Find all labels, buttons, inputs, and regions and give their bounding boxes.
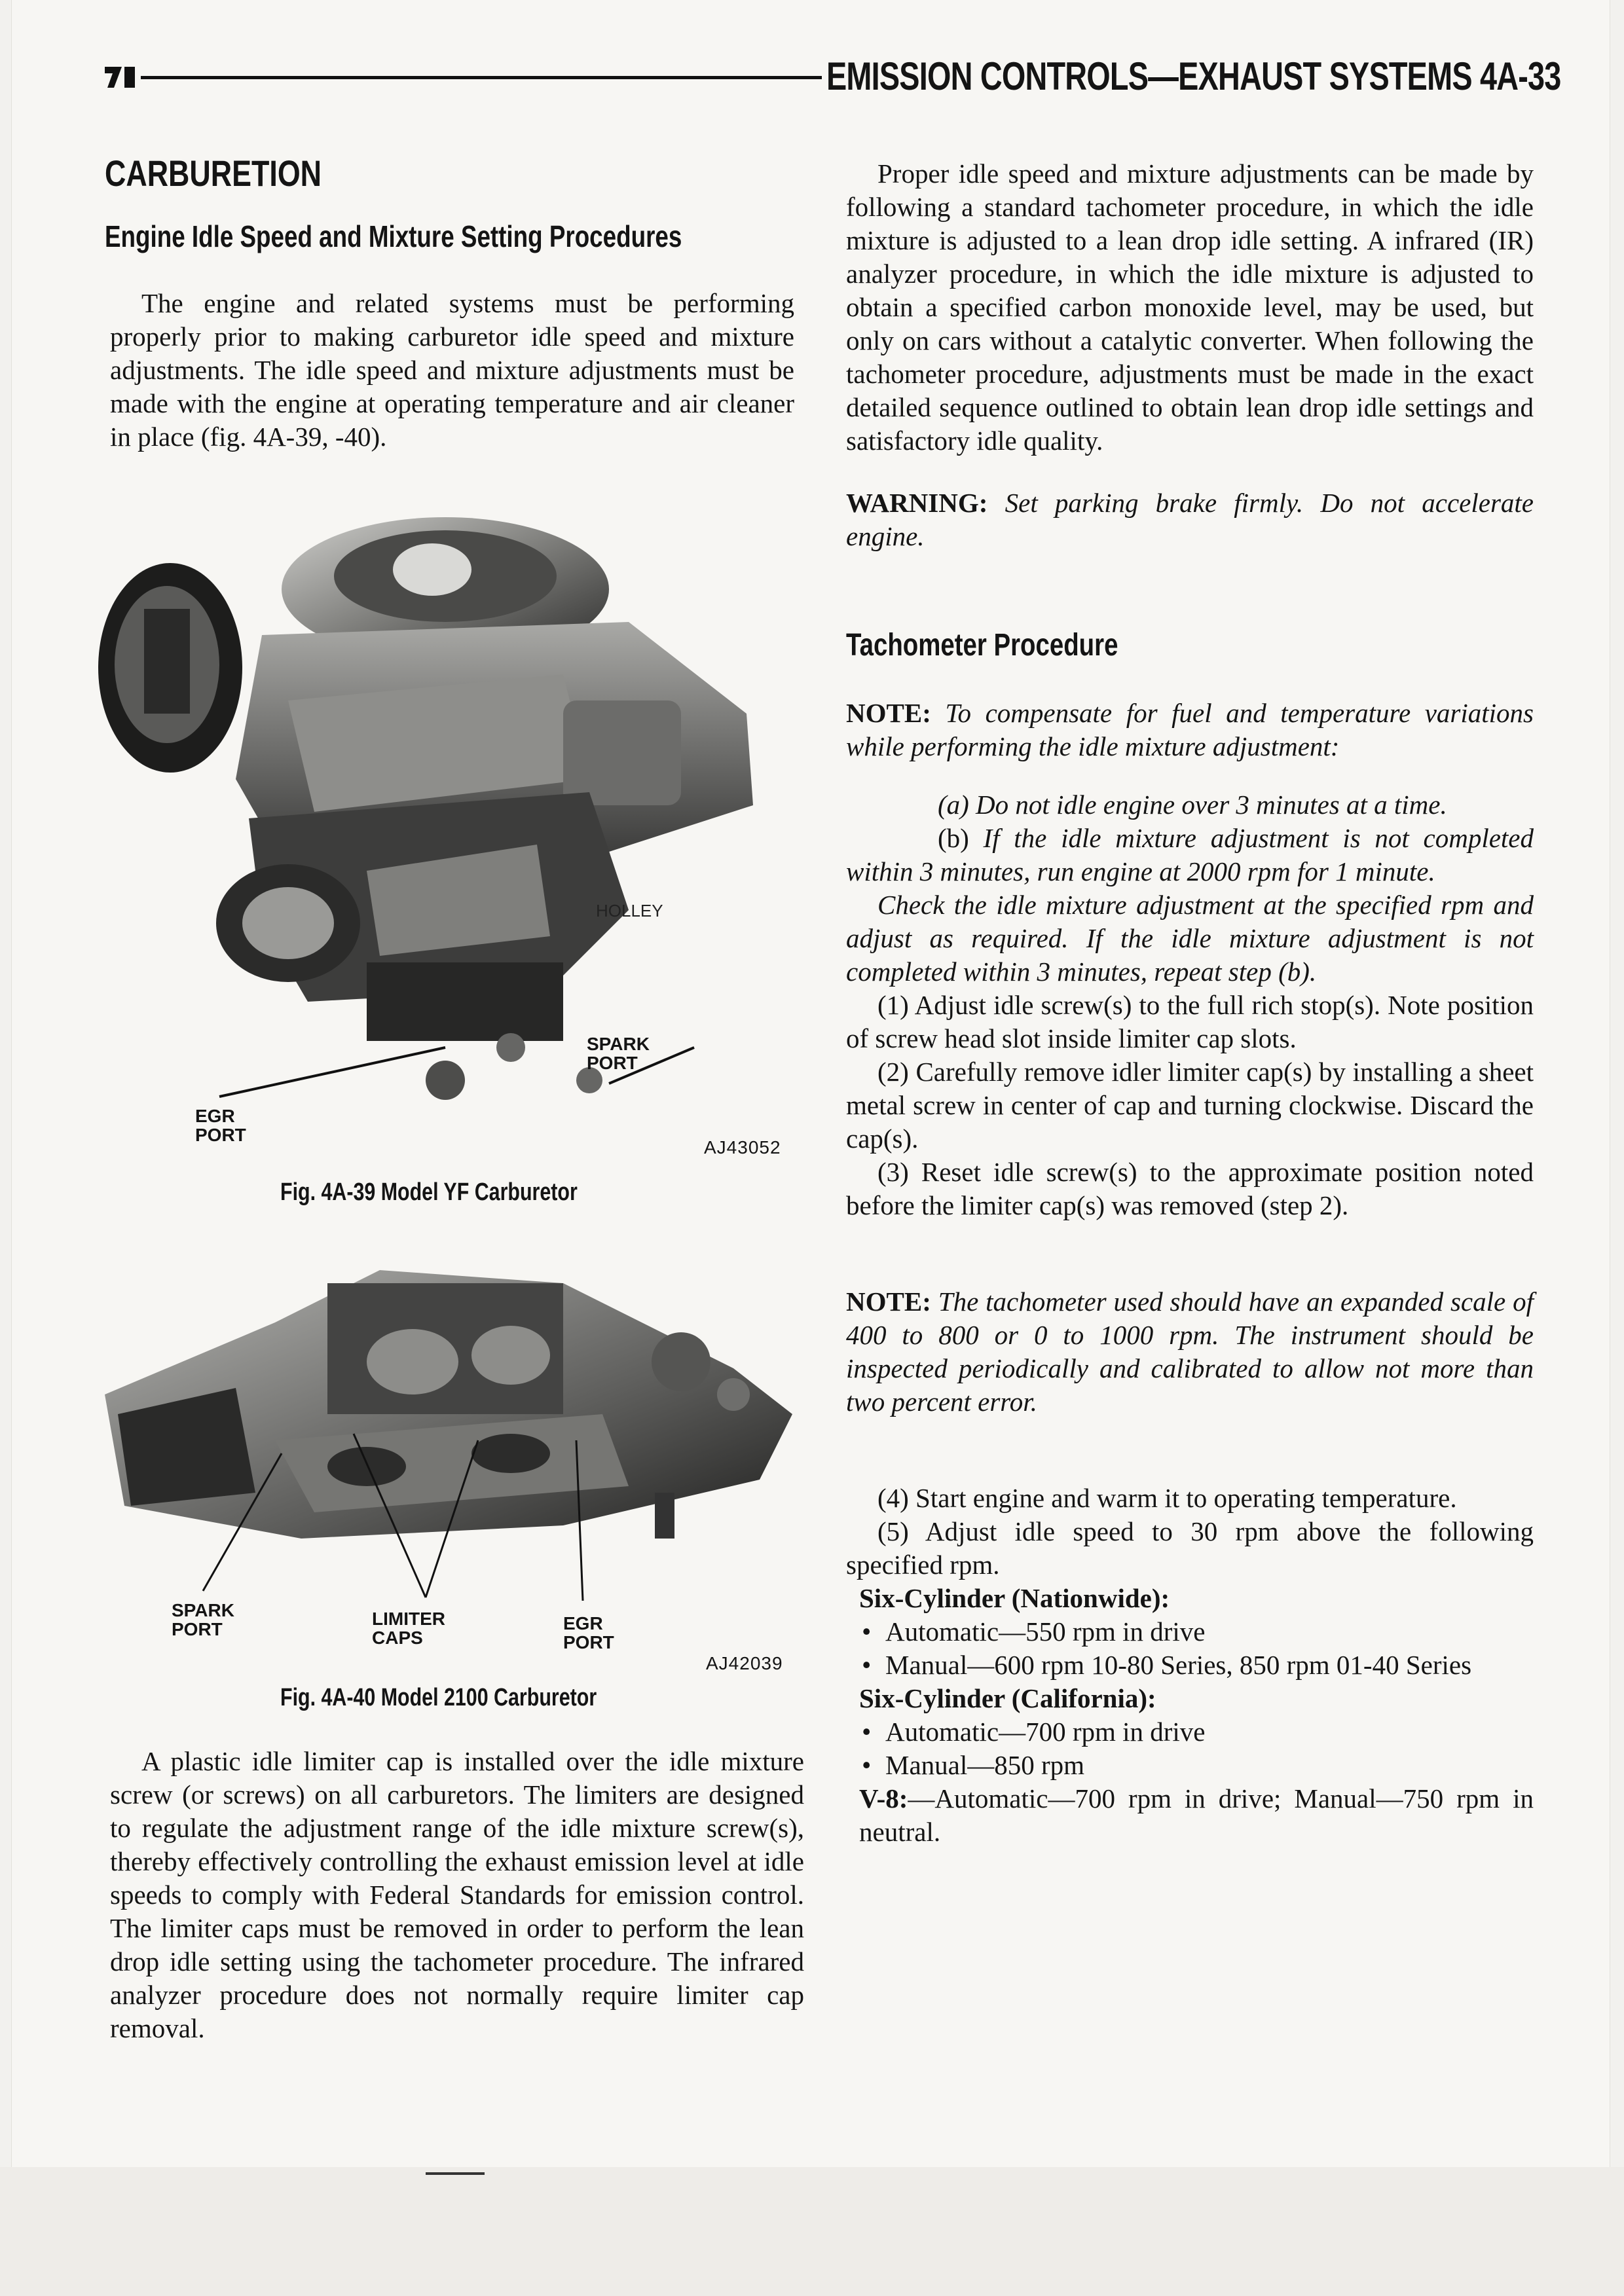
- note1-label: NOTE:: [846, 698, 931, 728]
- fig40-caption: Fig. 4A-40 Model 2100 Carburetor: [280, 1684, 597, 1711]
- note1-paragraph: [846, 697, 1534, 763]
- note1-check: Check the idle mixture adjustment at the specified rpm and adjust as required. If the idle mixture adjustment is not completed within 3 minutes, repeat step (b).: [846, 890, 1534, 987]
- scan-mark: [426, 2172, 485, 2175]
- scan-margin: [0, 2167, 1624, 2296]
- step-2: (2) Carefully remove idler limiter cap(s) by installing a sheet metal screw in center of cap and turning clockwise. Discard the cap(s).: [846, 1057, 1534, 1154]
- note1-item-a: (a) Do not idle engine over 3 minutes at a time.: [938, 790, 1447, 820]
- six-cyl-california-list: [846, 1715, 1534, 1782]
- note2-label: NOTE:: [846, 1286, 931, 1317]
- left-intro-paragraph: The engine and related systems must be performing properly prior to making carburetor idle speed and mixture adjustments. The idle speed and mixture adjustments must be made with the engine at operating temperature and air cleaner in place (fig. 4A-39, -40).: [110, 288, 794, 452]
- note2-paragraph: [846, 1285, 1534, 1419]
- fig40-code: AJ42039: [706, 1653, 783, 1673]
- warning-paragraph: [846, 486, 1534, 553]
- note1-item-b: [846, 822, 1534, 888]
- page-header-title: EMISSION CONTROLS—EXHAUST SYSTEMS 4A-33: [826, 54, 1561, 98]
- list-item: • Manual—600 rpm 10-80 Series, 850 rpm 01-40 Series: [859, 1649, 1534, 1682]
- step-3: (3) Reset idle screw(s) to the approximate position noted before the limiter cap(s) was removed (step 2).: [846, 1157, 1534, 1220]
- jeep-logo-icon: [105, 62, 136, 90]
- list-item: • Manual—850 rpm: [859, 1749, 1534, 1782]
- tachometer-procedure-title: Tachometer Procedure: [846, 628, 1118, 663]
- fig39-egr-port-label: EGR PORT: [195, 1106, 246, 1145]
- six-cyl-california-title: Six-Cylinder (California):: [859, 1683, 1156, 1713]
- note1-item-b-text: If the idle mixture adjustment is not completed within 3 minutes, run engine at 2000 rpm for 1 minute.: [846, 823, 1534, 886]
- note2-text: The tachometer used should have an expanded scale of 400 to 800 or 0 to 1000 rpm. The instrument should be inspected periodically and calibrated to allow not more than two percent error.: [846, 1286, 1534, 1417]
- note1-item-b-prefix: (b): [938, 823, 969, 853]
- header-rule: [141, 76, 822, 79]
- right-column-procedure: [846, 697, 1534, 1849]
- v8-paragraph: [846, 1782, 1534, 1849]
- fig40-limiter-caps-label: LIMITER CAPS: [372, 1609, 445, 1648]
- yf-carburetor-photo: [92, 504, 819, 1159]
- warning-text: Set parking brake firmly. Do not accelerate engine.: [846, 488, 1534, 551]
- step-4: (4) Start engine and warm it to operating temperature.: [877, 1483, 1457, 1513]
- limiter-cap-block: [110, 1745, 804, 2045]
- fig40-spark-port-label: SPARK PORT: [172, 1600, 234, 1639]
- subsection-title: Engine Idle Speed and Mixture Setting Procedures: [105, 219, 682, 253]
- v8-label: V-8:: [859, 1783, 908, 1813]
- fig39-spark-port-label: SPARK PORT: [587, 1034, 650, 1073]
- fig39-code: AJ43052: [704, 1137, 781, 1157]
- step-5: (5) Adjust idle speed to 30 rpm above the following specified rpm.: [846, 1516, 1534, 1580]
- list-item: • Automatic—550 rpm in drive: [859, 1615, 1534, 1649]
- left-intro-block: [110, 287, 794, 454]
- warning-label: WARNING:: [846, 488, 988, 518]
- limiter-cap-paragraph: A plastic idle limiter cap is installed over the idle mixture screw (or screws) on all carburetors. The limiters are designed to regulate the adjustment range of the idle mixture screw(s), thereby effectively controlling the exhaust emission level at idle speeds to comply with Federal Standards for emission control. The limiter caps must be removed in order to perform the lean drop idle setting using the tachometer procedure. The infrared analyzer procedure does not normally require limiter cap removal.: [110, 1746, 804, 2043]
- six-cyl-nationwide-list: [846, 1615, 1534, 1682]
- right-column-top: [846, 157, 1534, 553]
- section-title: CARBURETION: [105, 153, 322, 194]
- svg-text:HOLLEY: HOLLEY: [596, 901, 663, 920]
- model-2100-carburetor-photo: [105, 1244, 799, 1617]
- step-1: (1) Adjust idle screw(s) to the full rich stop(s). Note position of screw head slot inside limiter cap slots.: [846, 990, 1534, 1053]
- fig39-caption: Fig. 4A-39 Model YF Carburetor: [280, 1178, 578, 1206]
- fig40-egr-port-label: EGR PORT: [563, 1613, 614, 1652]
- right-intro-paragraph: Proper idle speed and mixture adjustments can be made by following a standard tachometer procedure, in which the idle mixture is adjusted to a lean drop idle setting. A infrared (IR) analyzer procedure, in which the idle mixture is adjusted to obtain a specified carbon monoxide level, may be used, but only on cars without a catalytic converter. When following the tachometer procedure, adjustments must be made in the exact detailed sequence outlined to obtain lean drop idle settings and satisfactory idle quality.: [846, 158, 1534, 456]
- six-cyl-nationwide-title: Six-Cylinder (Nationwide):: [859, 1583, 1170, 1613]
- v8-text: —Automatic—700 rpm in drive; Manual—750 rpm in neutral.: [859, 1783, 1534, 1847]
- list-item: • Automatic—700 rpm in drive: [859, 1715, 1534, 1749]
- note1-text: To compensate for fuel and temperature variations while performing the idle mixture adjustment:: [846, 698, 1534, 761]
